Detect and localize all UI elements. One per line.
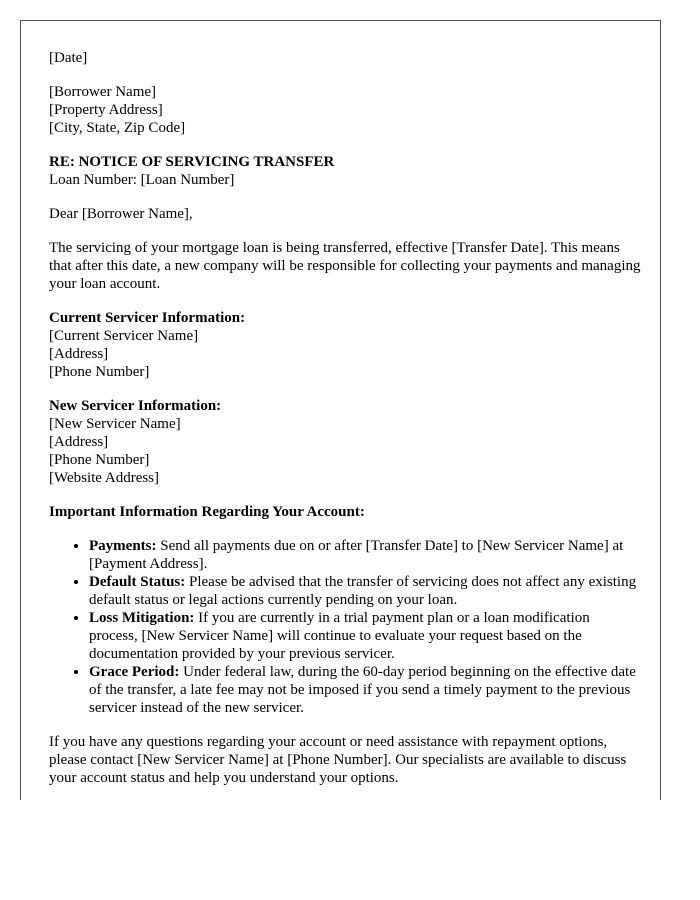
recipient-block <box>49 83 641 137</box>
payments-text: Send all payments due on or after [Transfer Date] to [New Servicer Name] at [Payment Address]. <box>89 538 624 572</box>
list-item-grace-period <box>89 663 641 717</box>
closing-paragraph: If you have any questions regarding your account or need assistance with repayment options, please contact [New Servicer Name] at [Phone Number]. Our specialists are available to discuss your account status and help you understand your options. <box>49 734 627 786</box>
current-servicer-block <box>49 309 641 381</box>
list-item-payments <box>89 537 641 573</box>
new-servicer-block <box>49 397 641 487</box>
letter-date: [Date] <box>49 50 88 66</box>
current-servicer-address: [Address] <box>49 346 109 362</box>
list-item-loss-mitigation <box>89 609 641 663</box>
list-item-default-status <box>89 573 641 609</box>
current-servicer-heading: Current Servicer Information: <box>49 310 246 326</box>
recipient-city-state-zip: [City, State, Zip Code] <box>49 120 186 136</box>
new-servicer-address: [Address] <box>49 434 109 450</box>
loss-mitigation-text: If you are currently in a trial payment plan or a loan modification process, [New Servicer Name] will continue to evaluate your request based on the documentation provided by your previous servicer. <box>89 610 590 662</box>
payments-label: Payments: <box>89 538 157 554</box>
new-servicer-name: [New Servicer Name] <box>49 416 181 432</box>
letter-content <box>49 49 641 803</box>
salutation: Dear [Borrower Name], <box>49 206 193 222</box>
grace-period-label: Grace Period: <box>89 664 180 680</box>
recipient-name: [Borrower Name] <box>49 84 157 100</box>
recipient-property-address: [Property Address] <box>49 102 163 118</box>
grace-period-text: Under federal law, during the 60-day period beginning on the effective date of the transfer, a late fee may not be imposed if you send a timely payment to the previous servicer instead of the new servicer. <box>89 664 636 716</box>
current-servicer-phone: [Phone Number] <box>49 364 150 380</box>
subject-line: RE: NOTICE OF SERVICING TRANSFER <box>49 154 335 170</box>
subject-block <box>49 153 641 189</box>
loss-mitigation-label: Loss Mitigation: <box>89 610 195 626</box>
important-info-list <box>49 537 641 717</box>
loan-number-line: Loan Number: [Loan Number] <box>49 172 235 188</box>
intro-paragraph: The servicing of your mortgage loan is being transferred, effective [Transfer Date]. This means that after this date, a new company will be responsible for collecting your payments and managing your loan account. <box>49 240 641 292</box>
default-status-text: Please be advised that the transfer of servicing does not affect any existing default status or legal actions currently pending on your loan. <box>89 574 637 608</box>
important-heading: Important Information Regarding Your Account: <box>49 504 365 520</box>
new-servicer-phone: [Phone Number] <box>49 452 150 468</box>
new-servicer-website: [Website Address] <box>49 470 160 486</box>
new-servicer-heading: New Servicer Information: <box>49 398 222 414</box>
current-servicer-name: [Current Servicer Name] <box>49 328 199 344</box>
default-status-label: Default Status: <box>89 574 186 590</box>
letter-page <box>20 20 661 800</box>
